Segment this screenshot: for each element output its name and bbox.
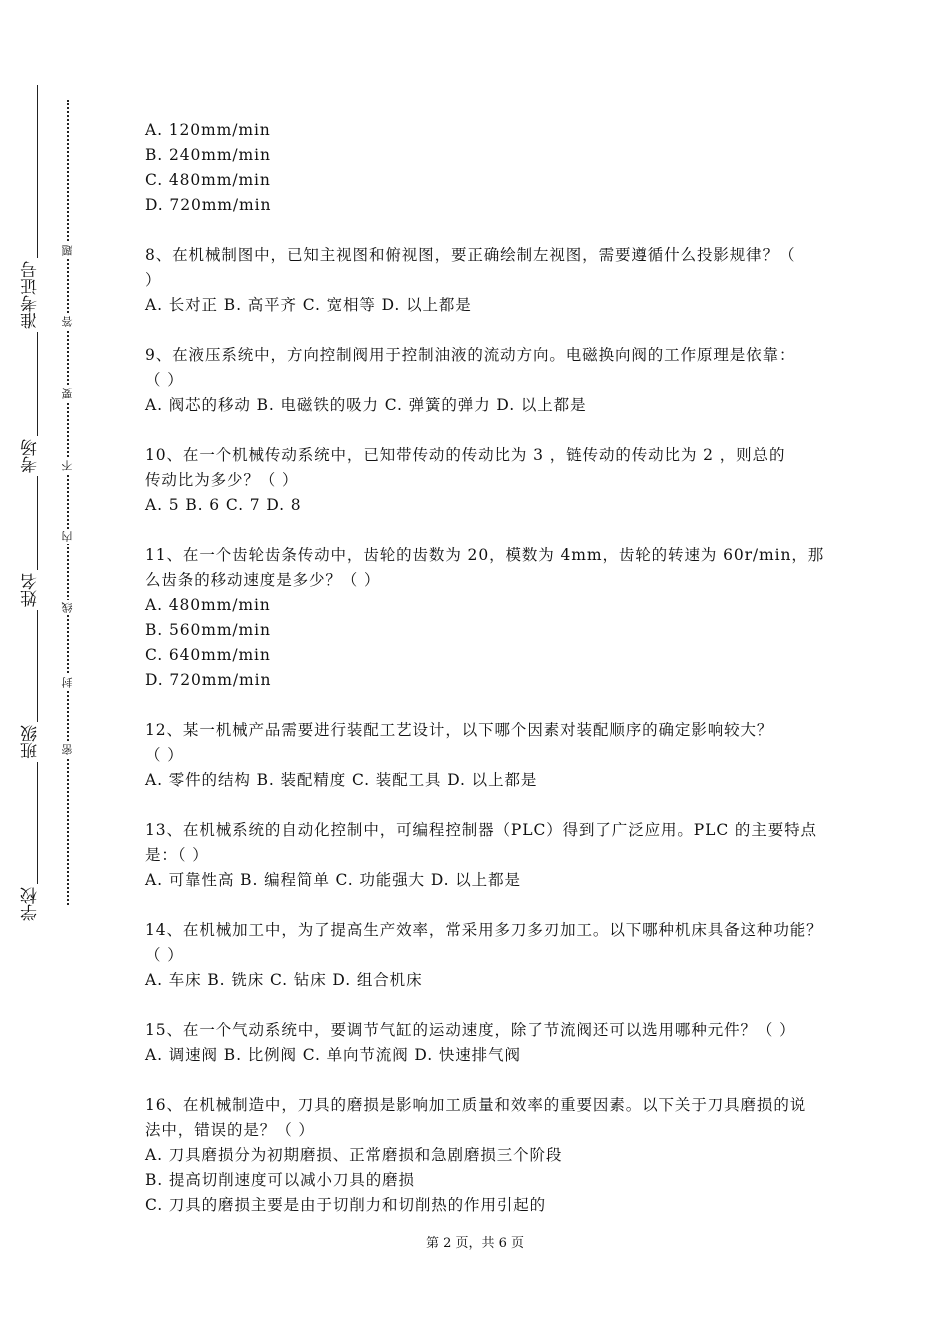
name-label: 姓名 xyxy=(22,570,40,610)
seal-char: 密 xyxy=(61,744,74,755)
question-line: 14、在机械加工中，为了提高生产效率，常采用多刀多刃加工。以下哪种机床具备这种功能？ xyxy=(145,921,823,939)
question-line: 8、在机械制图中，已知主视图和俯视图，要正确绘制左视图，需要遵循什么投影规律？（ xyxy=(145,246,796,264)
question-line: B. 560mm/min xyxy=(145,621,271,639)
seal-char: 内 xyxy=(61,531,74,542)
question-line: （ ） xyxy=(145,746,184,764)
question-line: 么齿条的移动速度是多少？（ ） xyxy=(145,571,381,589)
question-line: D. 720mm/min xyxy=(145,196,272,214)
question-line: 12、某一机械产品需要进行装配工艺设计，以下哪个因素对装配顺序的确定影响较大？ xyxy=(145,721,774,739)
question-line: （ ） xyxy=(145,371,184,389)
seal-char: 要 xyxy=(61,388,74,399)
question-line: 9、在液压系统中，方向控制阀用于控制油液的流动方向。电磁换向阀的工作原理是依靠： xyxy=(145,346,796,364)
question-line: A. 刀具磨损分为初期磨损、正常磨损和急剧磨损三个阶段 xyxy=(145,1146,563,1164)
question-block xyxy=(145,343,845,418)
page-number: 第 2 页，共 6 页 xyxy=(425,1236,525,1251)
question-block xyxy=(145,818,845,893)
question-block xyxy=(145,718,845,793)
seal-char: 题 xyxy=(61,245,74,256)
binding-line xyxy=(37,85,38,920)
question-line: 是：（ ） xyxy=(145,846,209,864)
question-line: A. 480mm/min xyxy=(145,596,271,614)
question-line: B. 提高切削速度可以减小刀具的磨损 xyxy=(145,1171,415,1189)
question-line: A. 调速阀 B. 比例阀 C. 单向节流阀 D. 快速排气阀 xyxy=(145,1046,521,1064)
question-line: 13、在机械系统的自动化控制中，可编程控制器（PLC）得到了广泛应用。PLC 的主要特点 xyxy=(145,821,817,839)
class-label: 班级 xyxy=(22,722,40,762)
seal-char: 不 xyxy=(61,460,74,471)
question-line: A. 120mm/min xyxy=(145,121,271,139)
question-line: A. 零件的结构 B. 装配精度 C. 装配工具 D. 以上都是 xyxy=(145,771,538,789)
question-line: B. 240mm/min xyxy=(145,146,271,164)
question-line: ） xyxy=(145,271,162,289)
exam-room-label: 考场 xyxy=(22,436,40,476)
question-line: A. 车床 B. 铣床 C. 钻床 D. 组合机床 xyxy=(145,971,423,989)
seal-char: 答 xyxy=(61,316,74,327)
question-block xyxy=(145,918,845,993)
question-line: A. 长对正 B. 高平齐 C. 宽相等 D. 以上都是 xyxy=(145,296,472,314)
question-block xyxy=(145,243,845,318)
question-block xyxy=(145,118,845,218)
question-line: 传动比为多少？（ ） xyxy=(145,471,299,489)
seal-char: 封 xyxy=(61,677,74,688)
exam-number-label: 准考证号 xyxy=(22,258,40,332)
question-line: A. 5 B. 6 C. 7 D. 8 xyxy=(145,496,302,514)
question-line: C. 480mm/min xyxy=(145,171,271,189)
question-block xyxy=(145,1093,845,1218)
seal-dotted-line xyxy=(67,100,69,905)
school-label: 学校 xyxy=(22,884,40,924)
question-line: （ ） xyxy=(145,946,184,964)
question-line: 法中，错误的是？（ ） xyxy=(145,1121,315,1139)
question-block xyxy=(145,443,845,518)
question-line: C. 刀具的磨损主要是由于切削力和切削热的作用引起的 xyxy=(145,1196,547,1214)
question-line: 16、在机械制造中，刀具的磨损是影响加工质量和效率的重要因素。以下关于刀具磨损的说 xyxy=(145,1096,807,1114)
question-list xyxy=(145,118,845,1243)
question-block xyxy=(145,543,845,693)
question-line: A. 阀芯的移动 B. 电磁铁的吸力 C. 弹簧的弹力 D. 以上都是 xyxy=(145,396,587,414)
question-line: D. 720mm/min xyxy=(145,671,272,689)
question-line: 15、在一个气动系统中，要调节气缸的运动速度，除了节流阀还可以选用哪种元件？（ ） xyxy=(145,1021,796,1039)
question-line: C. 640mm/min xyxy=(145,646,271,664)
question-block xyxy=(145,1018,845,1068)
question-line: A. 可靠性高 B. 编程简单 C. 功能强大 D. 以上都是 xyxy=(145,871,521,889)
seal-char: 线 xyxy=(61,602,74,613)
question-line: 10、在一个机械传动系统中，已知带传动的传动比为 3 ，链传动的传动比为 2 ，则总的 xyxy=(145,446,786,464)
question-line: 11、在一个齿轮齿条传动中，齿轮的齿数为 20，模数为 4mm，齿轮的转速为 60r/min，那 xyxy=(145,546,825,564)
